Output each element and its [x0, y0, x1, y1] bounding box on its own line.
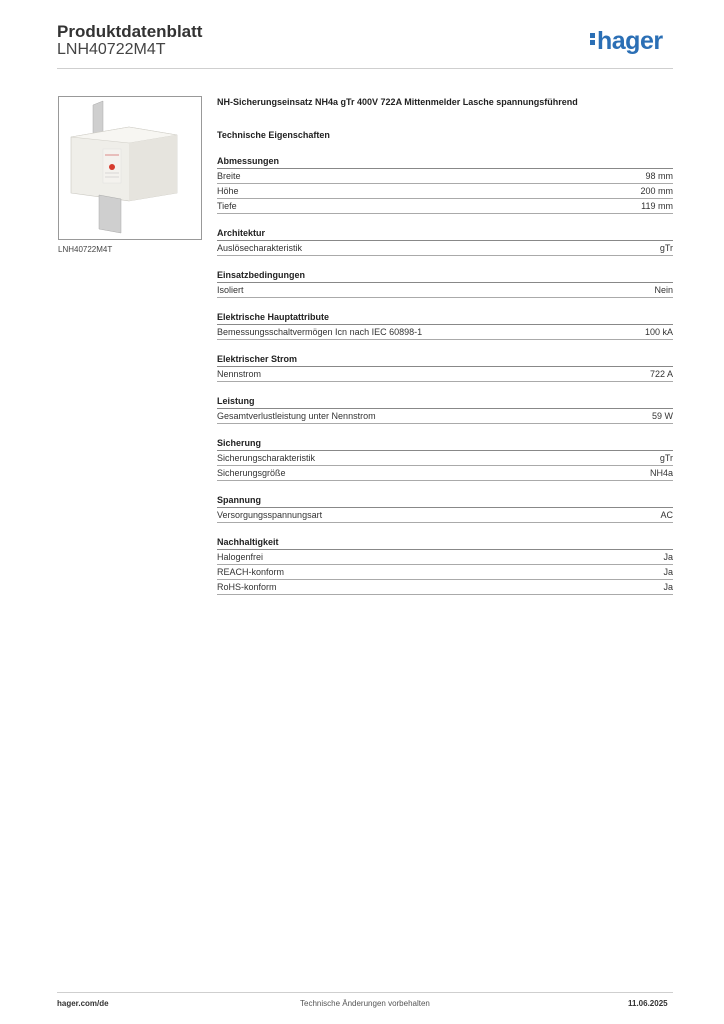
spec-label: Sicherungsgröße — [217, 468, 286, 478]
spec-label: Isoliert — [217, 285, 244, 295]
header-divider — [57, 68, 673, 69]
section-title: Nachhaltigkeit — [217, 537, 673, 550]
spec-section — [217, 156, 673, 214]
spec-label: Tiefe — [217, 201, 237, 211]
footer-disclaimer: Technische Änderungen vorbehalten — [300, 999, 430, 1008]
spec-section — [217, 312, 673, 340]
spec-sections — [217, 156, 673, 595]
spec-section — [217, 228, 673, 256]
spec-row — [217, 508, 673, 523]
spec-label: Gesamtverlustleistung unter Nennstrom — [217, 411, 376, 421]
spec-row — [217, 199, 673, 214]
spec-row — [217, 451, 673, 466]
spec-value: 98 mm — [645, 171, 673, 181]
footer-website-link[interactable]: hager.com/de — [57, 999, 109, 1008]
section-title: Leistung — [217, 396, 673, 409]
spec-section — [217, 537, 673, 595]
product-image-frame — [58, 96, 202, 240]
spec-label: REACH-konform — [217, 567, 285, 577]
spec-value: gTr — [659, 243, 673, 253]
footer-date: 11.06.2025 — [628, 999, 668, 1008]
spec-value: gTr — [659, 453, 673, 463]
header-title: Produktdatenblatt — [57, 22, 203, 41]
spec-section — [217, 438, 673, 481]
section-title: Elektrischer Strom — [217, 354, 673, 367]
spec-label: Bemessungsschaltvermögen Icn nach IEC 60898-1 — [217, 327, 423, 337]
spec-value: 59 W — [651, 411, 673, 421]
spec-section — [217, 270, 673, 298]
spec-row — [217, 466, 673, 481]
spec-label: Halogenfrei — [217, 552, 264, 562]
spec-value: Ja — [663, 552, 673, 562]
spec-row — [217, 367, 673, 382]
spec-value: 119 mm — [641, 201, 673, 211]
footer-divider — [57, 992, 673, 993]
spec-row — [217, 550, 673, 565]
spec-section — [217, 495, 673, 523]
section-title: Abmessungen — [217, 156, 673, 169]
spec-row — [217, 241, 673, 256]
hager-logo[interactable] — [590, 27, 663, 56]
spec-label: Höhe — [217, 186, 239, 196]
spec-label: Nennstrom — [217, 369, 262, 379]
spec-section — [217, 354, 673, 382]
spec-value: 722 A — [649, 369, 673, 379]
header-subtitle: LNH40722M4T — [57, 41, 166, 58]
spec-value: NH4a — [649, 468, 673, 478]
spec-content — [217, 96, 673, 595]
spec-value: Ja — [663, 582, 673, 592]
spec-label: RoHS-konform — [217, 582, 277, 592]
spec-label: Sicherungscharakteristik — [217, 453, 316, 463]
logo-dots-icon — [590, 31, 595, 47]
spec-value: 100 kA — [644, 327, 673, 337]
logo-text: hager — [597, 27, 663, 55]
section-title: Sicherung — [217, 438, 673, 451]
spec-row — [217, 580, 673, 595]
product-title: NH-Sicherungseinsatz NH4a gTr 400V 722A Mittenmelder Lasche spannungsführend — [217, 97, 578, 107]
spec-value: Ja — [663, 567, 673, 577]
spec-label: Versorgungsspannungsart — [217, 510, 323, 520]
spec-label: Breite — [217, 171, 241, 181]
spec-section — [217, 396, 673, 424]
spec-row — [217, 169, 673, 184]
spec-row — [217, 565, 673, 580]
spec-row — [217, 325, 673, 340]
spec-row — [217, 409, 673, 424]
section-title: Elektrische Hauptattribute — [217, 312, 673, 325]
fuse-image — [59, 97, 201, 239]
tech-heading: Technische Eigenschaften — [217, 130, 330, 140]
image-caption: LNH40722M4T — [58, 245, 113, 254]
section-title: Architektur — [217, 228, 673, 241]
spec-label: Auslösecharakteristik — [217, 243, 303, 253]
spec-value: Nein — [654, 285, 673, 295]
spec-row — [217, 184, 673, 199]
section-title: Einsatzbedingungen — [217, 270, 673, 283]
spec-row — [217, 283, 673, 298]
spec-value: 200 mm — [640, 186, 673, 196]
section-title: Spannung — [217, 495, 673, 508]
spec-value: AC — [660, 510, 673, 520]
